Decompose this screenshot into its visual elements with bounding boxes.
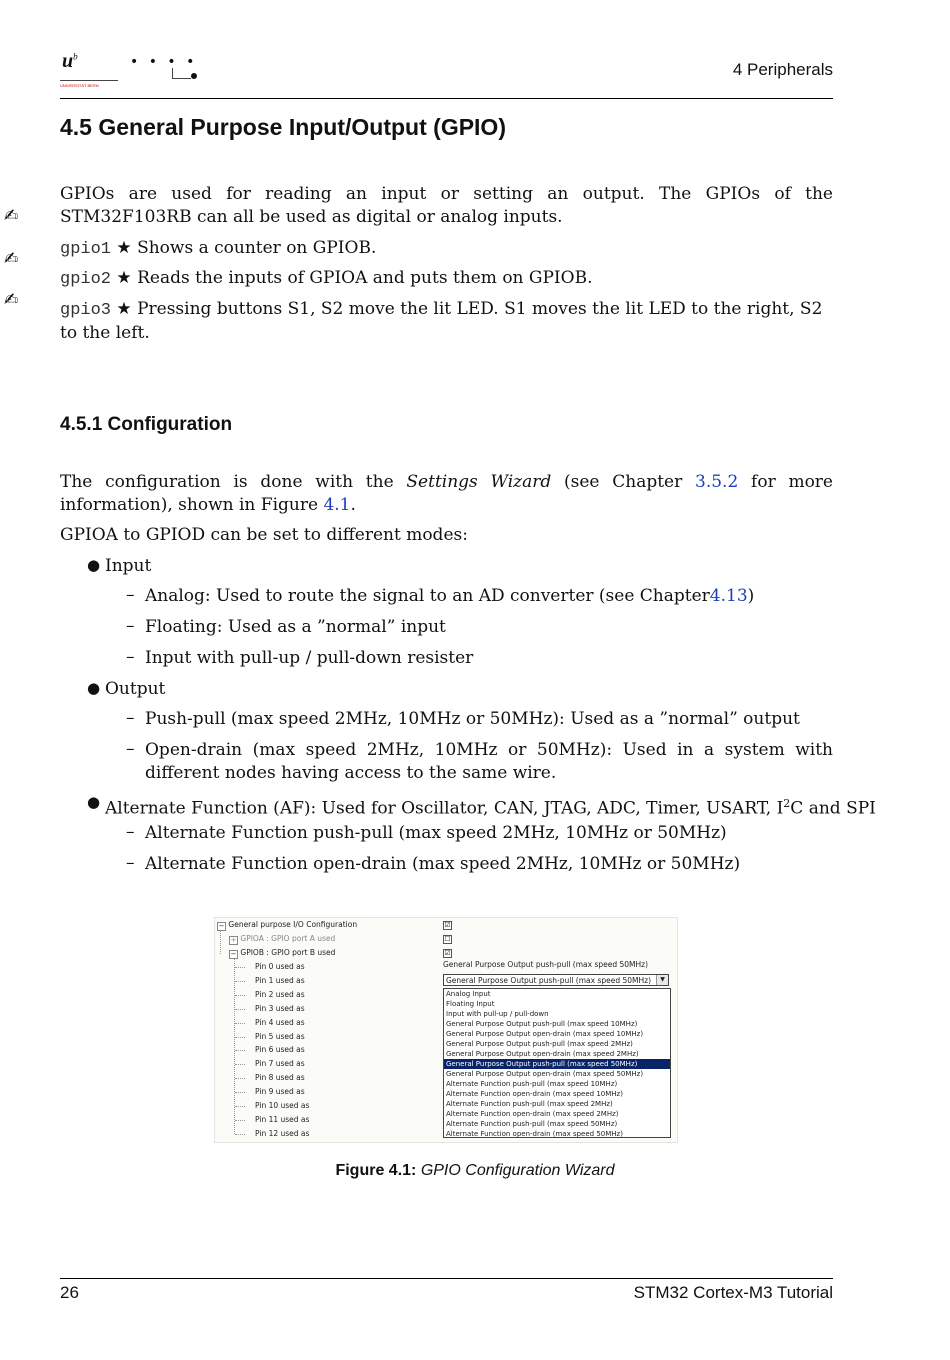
item-opendrain: Open-drain (max speed 2MHz, 10MHz or 50MHz): Used in a system with different nodes having access to the same wire. [145,740,833,783]
dropdown-option[interactable]: General Purpose Output open-drain (max speed 50MHz) [446,1070,644,1078]
example-name: gpio3 [60,301,112,320]
bullet-icon: ● [87,793,101,811]
example-gpio1 [60,237,833,261]
page-header [60,48,833,99]
item-pullup: Input with pull-up / pull-down resister [145,648,474,668]
example-name: gpio1 [60,240,112,259]
tree-pin-item[interactable]: Pin 12 used as [255,1128,310,1138]
hand-write-icon: ✍ [4,206,19,226]
tree-pin-item[interactable]: Pin 1 used as [255,975,305,985]
dash-icon: – [126,822,135,842]
hand-write-icon: ✍ [4,290,19,310]
star-icon: ★ [116,268,132,288]
dropdown-option[interactable]: General Purpose Output open-drain (max speed 2MHz) [446,1050,639,1058]
bullet-icon: ● [87,556,101,574]
logo-small-text: UNIVERSITÄT BERN [60,83,99,88]
example-name: gpio2 [60,270,112,289]
logo-letters: $u^b$ [62,50,78,72]
hand-write-icon: ✍ [4,249,19,269]
collapse-icon[interactable]: − [218,922,225,930]
tree-pin-item[interactable]: Pin 6 used as [255,1045,305,1055]
settings-wizard-term: Settings Wizard [406,472,552,492]
page-footer [60,1278,833,1302]
figure-caption: Figure 4.1: GPIO Configuration Wizard [335,1162,615,1179]
dash-icon: – [126,739,135,759]
mode-dropdown-list[interactable] [443,988,671,1138]
chapter-title: 4 Peripherals [732,60,833,79]
bullet-icon: ● [87,679,101,697]
tree-pin-item[interactable]: Pin 3 used as [255,1003,305,1013]
bullet-input: Input [105,556,152,576]
tree-pin-item[interactable]: Pin 4 used as [255,1017,305,1027]
example-gpio2 [60,267,833,291]
chapter-ref-link[interactable]: 4.13 [709,586,748,606]
figure-ref-link[interactable]: 4.1 [323,495,351,515]
item-af-pushpull: Alternate Function push-pull (max speed 2MHz, 10MHz or 50MHz) [145,823,727,843]
dropdown-option[interactable]: Alternate Function open-drain (max speed 10MHz) [446,1090,623,1098]
checkbox-root[interactable]: ☑ [444,921,451,929]
item-floating: Floating: Used as a ”normal” input [145,617,446,637]
dropdown-option[interactable]: Floating Input [446,1000,495,1008]
dropdown-option[interactable]: Alternate Function open-drain (max speed 50MHz) [446,1130,623,1138]
example-gpio3 [60,298,833,345]
tree-pin-item[interactable]: Pin 5 used as [255,1031,305,1041]
tree-gpiob[interactable]: − GPIOB : GPIO port B used [230,948,336,958]
star-icon: ★ [116,238,132,258]
item-pushpull: Push-pull (max speed 2MHz, 10MHz or 50MHz): Used as a ”normal” output [145,709,800,729]
tree-pin-item[interactable]: Pin 9 used as [255,1087,305,1097]
pin0-value: General Purpose Output push-pull (max speed 50MHz) [443,960,649,969]
dash-icon: – [126,708,135,728]
modes-paragraph: GPIOA to GPIOD can be set to different modes: [60,525,468,545]
tree-pin-item[interactable]: Pin 0 used as [255,962,305,971]
page-number: 26 [60,1283,79,1302]
item-analog: Analog: Used to route the signal to an AD converter (see Chapter4.13) [145,586,755,606]
dash-icon: – [126,616,135,636]
logo-dots: • • • • [130,54,198,70]
dropdown-option[interactable]: General Purpose Output push-pull (max speed 50MHz) [444,1059,670,1069]
document-title: STM32 Cortex-M3 Tutorial [633,1283,833,1302]
dropdown-option[interactable]: General Purpose Output open-drain (max speed 10MHz) [446,1030,644,1038]
tree-pin-item[interactable]: Pin 10 used as [255,1101,310,1110]
example-text: Pressing buttons S1, S2 move the lit LED. S1 moves the lit LED to the right, S2 to the left. [60,299,823,343]
config-paragraph: The configuration is done with the Settings Wizard (see Chapter 3.5.2 for more information), shown in Figure 4.1. [60,472,833,515]
tree-pin-item[interactable]: Pin 2 used as [255,989,305,999]
checkbox-gpioa[interactable]: ☐ [444,935,451,943]
bullet-af: Alternate Function (AF): Used for Oscillator, CAN, JTAG, ADC, Timer, USART, $I^2C$ and SPI [105,797,876,819]
chapter-ref-link[interactable]: 3.5.2 [695,472,739,492]
dropdown-option[interactable]: General Purpose Output push-pull (max speed 10MHz) [446,1020,638,1028]
dropdown-option[interactable]: Alternate Function open-drain (max speed 2MHz) [446,1110,619,1118]
chevron-down-icon[interactable]: ▼ [656,975,668,985]
tree-pin-item[interactable]: Pin 8 used as [255,1073,305,1083]
checkbox-gpiob[interactable]: ☑ [444,949,451,957]
star-icon: ★ [116,299,132,319]
dropdown-option[interactable]: Analog Input [446,990,491,998]
tree-pin-item[interactable]: Pin 11 used as [255,1114,310,1124]
gpio-config-wizard-figure [214,917,678,1143]
dropdown-option[interactable]: Alternate Function push-pull (max speed 10MHz) [446,1080,618,1088]
collapse-icon[interactable]: − [230,950,237,958]
bullet-output: Output [105,679,166,699]
dash-icon: – [126,853,135,873]
dropdown-option[interactable]: Input with pull-up / pull-down [446,1010,549,1018]
item-af-opendrain: Alternate Function open-drain (max speed 2MHz, 10MHz or 50MHz) [145,854,741,874]
expand-icon[interactable]: + [230,936,237,944]
tree-root[interactable]: − General purpose I/O Configuration [218,920,358,930]
tree-gpioa[interactable]: + GPIOA : GPIO port A used [230,934,336,944]
dash-icon: – [126,585,135,605]
example-text: Shows a counter on GPIOB. [137,238,377,258]
dropdown-option[interactable]: General Purpose Output push-pull (max speed 2MHz) [446,1040,633,1048]
example-text: Reads the inputs of GPIOA and puts them on GPIOB. [137,268,593,288]
tree-pin-item[interactable]: Pin 7 used as [255,1059,305,1069]
intro-paragraph: GPIOs are used for reading an input or setting an output. The GPIOs of the STM32F103RB can all be used as digital or analog inputs. [60,184,833,227]
section-title: 4.5 General Purpose Input/Output (GPIO) [60,114,506,140]
dropdown-option[interactable]: Alternate Function push-pull (max speed 50MHz) [446,1120,618,1128]
dropdown-option[interactable]: Alternate Function push-pull (max speed 2MHz) [446,1100,613,1108]
mode-combo[interactable]: General Purpose Output push-pull (max speed 50MHz) ▼ [443,974,669,986]
university-logo [60,48,210,96]
subsection-title: 4.5.1 Configuration [60,414,233,435]
dash-icon: – [126,647,135,667]
